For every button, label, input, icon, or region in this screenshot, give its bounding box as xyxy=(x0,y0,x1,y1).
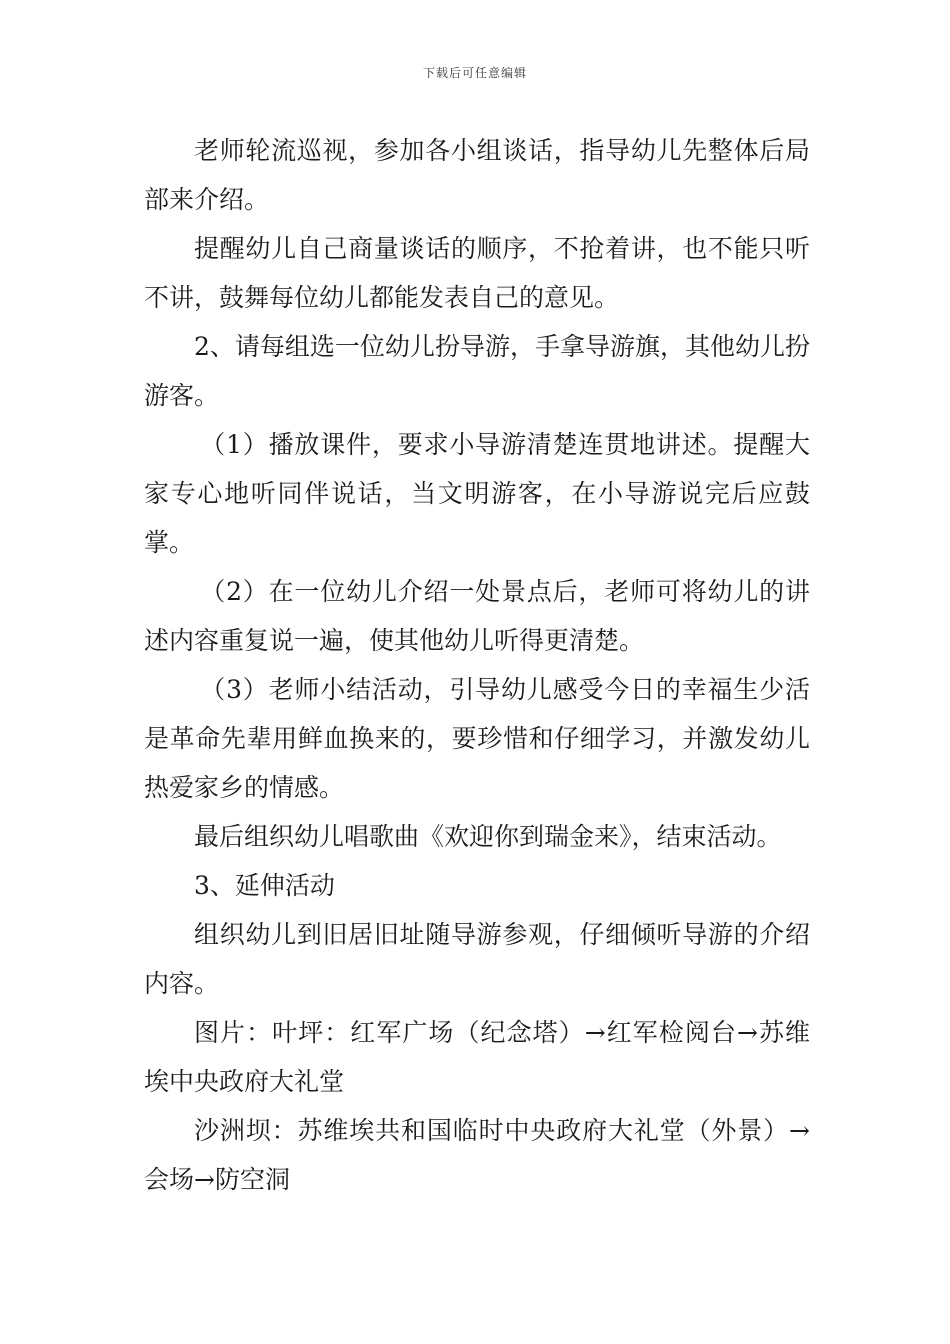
paragraph-11: 沙洲坝：苏维埃共和国临时中央政府大礼堂（外景）→会场→防空洞 xyxy=(144,1116,810,1194)
paragraph-8: 3、延伸活动 xyxy=(194,871,335,900)
paragraph-5: （2）在一位幼儿介绍一处景点后，老师可将幼儿的讲述内容重复说一遍，使其他幼儿听得更清楚。 xyxy=(144,577,810,655)
page-header: 下载后可任意编辑 xyxy=(422,66,527,80)
paragraph-3: 2、请每组选一位幼儿扮导游，手拿导游旗，其他幼儿扮游客。 xyxy=(144,332,810,410)
paragraph-1: 老师轮流巡视，参加各小组谈话，指导幼儿先整体后局部来介绍。 xyxy=(144,136,810,214)
paragraph-7: 最后组织幼儿唱歌曲《欢迎你到瑞金来》，结束活动。 xyxy=(194,822,782,851)
paragraph-2: 提醒幼儿自己商量谈话的顺序，不抢着讲，也不能只听不讲，鼓舞每位幼儿都能发表自己的意见。 xyxy=(144,234,810,312)
paragraph-4: （1）播放课件，要求小导游清楚连贯地讲述。提醒大家专心地听同伴说话，当文明游客，在小导游说完后应鼓掌。 xyxy=(144,430,810,557)
paragraph-9: 组织幼儿到旧居旧址随导游参观，仔细倾听导游的介绍内容。 xyxy=(144,920,810,998)
paragraph-10: 图片：叶坪：红军广场（纪念塔）→红军检阅台→苏维埃中央政府大礼堂 xyxy=(144,1018,810,1096)
document-body xyxy=(144,126,810,1204)
paragraph-6: （3）老师小结活动，引导幼儿感受今日的幸福生少活是革命先辈用鲜血换来的，要珍惜和仔细学习，并激发幼儿热爱家乡的情感。 xyxy=(144,675,810,802)
